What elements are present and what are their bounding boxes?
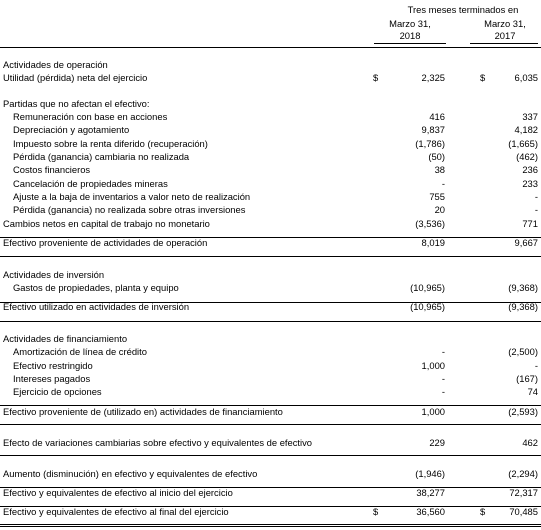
value-2018: 38,277 <box>416 487 445 498</box>
currency-symbol-2018: $ <box>373 72 379 83</box>
value-2018: 755 <box>429 191 445 202</box>
rule-after-change <box>0 487 541 488</box>
row-label: Actividades de operación <box>3 59 108 70</box>
row-label: Pérdida (ganancia) cambiaria no realizada <box>13 151 190 162</box>
table-row <box>0 268 541 281</box>
value-2017: 6,035 <box>514 72 538 83</box>
table-row <box>0 150 541 163</box>
value-2018: 8,019 <box>421 237 445 248</box>
value-2017: - <box>534 204 538 215</box>
value-2017: 462 <box>522 437 538 448</box>
rule-after-capex <box>0 302 541 303</box>
value-2017: 70,485 <box>509 506 538 517</box>
value-2018: (50) <box>428 151 445 162</box>
row-label: Partidas que no afectan el efectivo: <box>3 98 150 109</box>
table-row <box>0 217 541 230</box>
rule-after-noncash <box>0 237 541 238</box>
period-heading: Tres meses terminados en <box>407 4 519 15</box>
value-2017: - <box>534 191 538 202</box>
rule-after-opening <box>0 506 541 507</box>
table-row <box>0 345 541 358</box>
row-label: Actividades de financiamiento <box>3 333 128 344</box>
value-2018: 229 <box>429 437 445 448</box>
value-2017: 337 <box>522 111 538 122</box>
row-label: Intereses pagados <box>13 373 91 384</box>
table-row <box>0 332 541 345</box>
row-label: Aumento (disminución) en efectivo y equivalentes de efectivo <box>3 468 258 479</box>
row-label: Ajuste a la baja de inventarios a valor neto de realización <box>13 191 251 202</box>
value-2018: - <box>441 386 445 397</box>
value-2017: (2,593) <box>508 406 538 417</box>
value-2017: 72,317 <box>509 487 538 498</box>
rule-after-options <box>0 405 541 406</box>
value-2018: 416 <box>429 111 445 122</box>
currency-symbol-2017: $ <box>480 506 486 517</box>
row-label: Efectivo utilizado en actividades de inversión <box>3 301 190 312</box>
rule-after-fx <box>0 455 541 456</box>
row-label: Efectivo y equivalentes de efectivo al final del ejercicio <box>3 506 229 517</box>
value-2018: 1,000 <box>421 360 445 371</box>
value-2017: (9,368) <box>508 282 538 293</box>
value-2018: - <box>441 178 445 189</box>
value-2018: 9,837 <box>421 124 445 135</box>
value-2018: - <box>441 346 445 357</box>
value-2017: (2,500) <box>508 346 538 357</box>
value-2017: (167) <box>516 373 538 384</box>
rule-after-investing <box>0 321 541 322</box>
value-2017: 74 <box>527 386 538 397</box>
table-row <box>0 405 541 418</box>
value-2017: (462) <box>516 151 538 162</box>
value-2018: (1,946) <box>415 468 445 479</box>
table-row <box>0 203 541 216</box>
value-2017: (1,665) <box>508 138 538 149</box>
currency-symbol-2018: $ <box>373 506 379 517</box>
table-row <box>0 123 541 136</box>
value-2017: 771 <box>522 218 538 229</box>
value-2018: (10,965) <box>410 301 445 312</box>
row-label: Amortización de línea de crédito <box>13 346 147 357</box>
table-row <box>0 97 541 110</box>
column-1-year: 2018 <box>399 30 421 41</box>
table-row <box>0 385 541 398</box>
value-2018: - <box>441 373 445 384</box>
value-2018: 38 <box>434 164 445 175</box>
value-2018: (10,965) <box>410 282 445 293</box>
row-label: Efectivo restringido <box>13 360 93 371</box>
row-label: Utilidad (pérdida) neta del ejercicio <box>3 72 148 83</box>
value-2017: 4,182 <box>514 124 538 135</box>
row-label: Efectivo proveniente de actividades de operación <box>3 237 208 248</box>
rule-after-financing <box>0 424 541 425</box>
value-2017: 233 <box>522 178 538 189</box>
row-label: Efectivo y equivalentes de efectivo al inicio del ejercicio <box>3 487 233 498</box>
table-row <box>0 163 541 176</box>
value-2017: (2,294) <box>508 468 538 479</box>
row-label: Gastos de propiedades, planta y equipo <box>13 282 179 293</box>
table-row <box>0 177 541 190</box>
value-2018: 2,325 <box>421 72 445 83</box>
value-2018: (1,786) <box>415 138 445 149</box>
row-label: Costos financieros <box>13 164 91 175</box>
value-2017: (9,368) <box>508 301 538 312</box>
column-1-month: Marzo 31, <box>389 18 431 29</box>
closing-double-rule <box>0 524 541 527</box>
row-label: Ejercicio de opciones <box>13 386 102 397</box>
row-label: Efecto de variaciones cambiarias sobre efectivo y equivalentes de efectivo <box>3 437 313 448</box>
table-row <box>0 436 541 449</box>
value-2018: (3,536) <box>415 218 445 229</box>
row-label: Efectivo proveniente de (utilizado en) actividades de financiamiento <box>3 406 283 417</box>
row-label: Cancelación de propiedades mineras <box>13 178 168 189</box>
table-row <box>0 137 541 150</box>
value-2017: - <box>534 360 538 371</box>
table-row <box>0 359 541 372</box>
column-2-month: Marzo 31, <box>484 18 526 29</box>
row-label: Actividades de inversión <box>3 269 105 280</box>
table-row <box>0 467 541 480</box>
row-label: Remuneración con base en acciones <box>13 111 168 122</box>
row-label: Pérdida (ganancia) no realizada sobre otras inversiones <box>13 204 246 215</box>
value-2017: 9,667 <box>514 237 538 248</box>
column-2-year: 2017 <box>494 30 516 41</box>
table-row <box>0 281 541 294</box>
rule-after-operating <box>0 256 541 257</box>
row-label: Cambios netos en capital de trabajo no monetario <box>3 218 210 229</box>
header-separator <box>0 47 541 48</box>
table-row <box>0 58 541 71</box>
row-label: Depreciación y agotamiento <box>13 124 130 135</box>
value-2018: 20 <box>434 204 445 215</box>
currency-symbol-2017: $ <box>480 72 486 83</box>
table-row <box>0 71 541 84</box>
table-row <box>0 190 541 203</box>
column-2-header-underline <box>470 43 538 44</box>
value-2018: 36,560 <box>416 506 445 517</box>
table-row <box>0 372 541 385</box>
row-label: Impuesto sobre la renta diferido (recuperación) <box>13 138 208 149</box>
value-2017: 236 <box>522 164 538 175</box>
column-1-header-underline <box>374 43 446 44</box>
table-row <box>0 110 541 123</box>
value-2018: 1,000 <box>421 406 445 417</box>
